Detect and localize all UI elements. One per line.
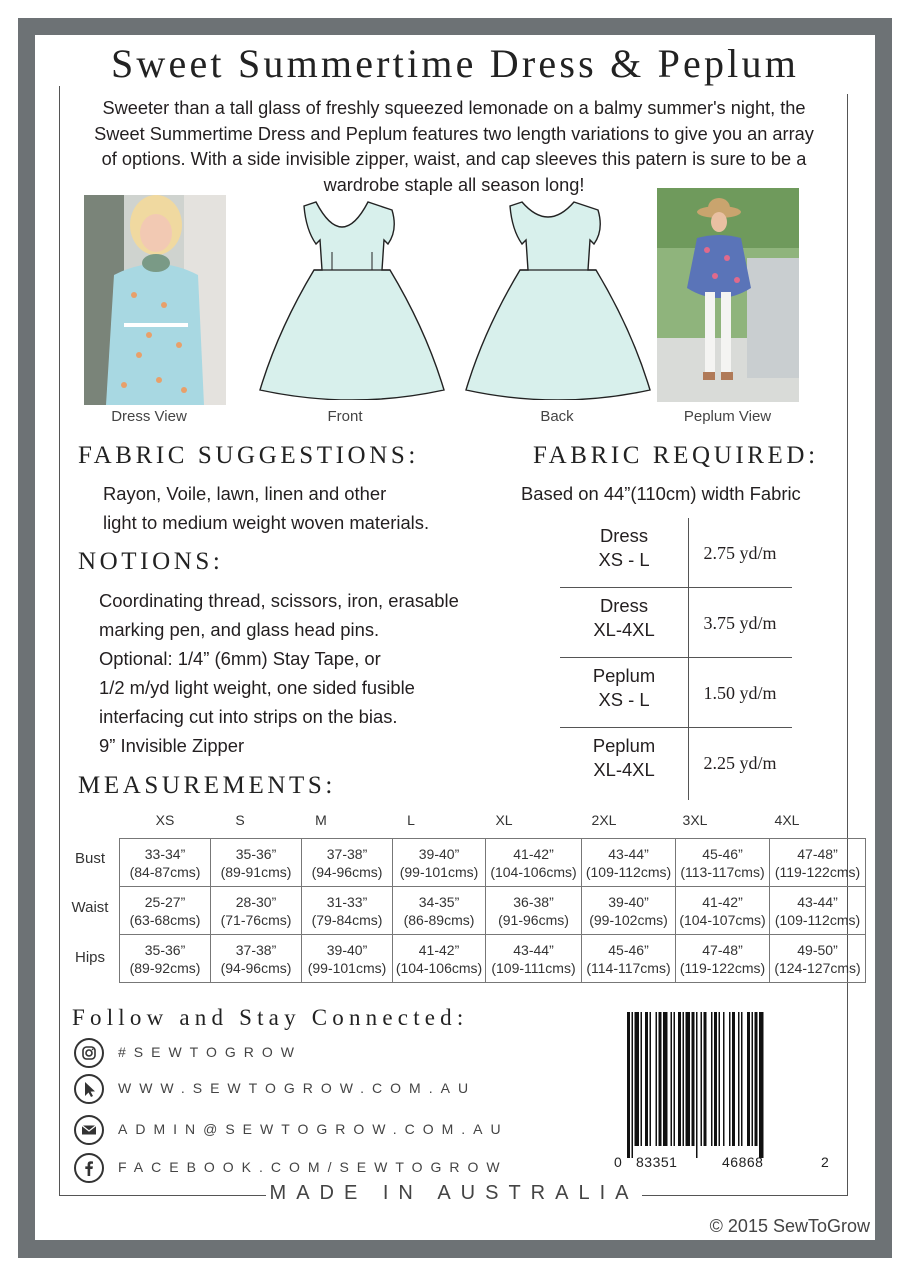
table-cell: 37-38” (94-96cms) [211,935,302,983]
fabric-row-amount: 3.75 yd/m [703,613,777,633]
intro-line: Sweet Summertime Dress and Peplum features two length variations to give you an array [94,123,814,144]
mail-icon [74,1115,104,1145]
table-cell: 28-30” (71-76cms) [211,887,302,935]
dress-view-photo [84,195,226,405]
table-cell: 49-50” (124-127cms) [770,935,866,983]
barcode-bar [696,1012,698,1158]
peplum-view-photo [657,188,799,402]
dress-view-caption: Dress View [111,408,187,425]
table-cell: 39-40” (99-101cms) [393,839,486,887]
row-label-hips: Hips [74,949,105,966]
size-header: XL [495,812,513,828]
table-cell: 35-36” (89-91cms) [211,839,302,887]
barcode-bar [692,1012,695,1146]
intro-line: Sweeter than a tall glass of freshly squeezed lemonade on a balmy summer's night, the [102,98,806,118]
barcode-bar [671,1012,673,1146]
barcode-bar [641,1012,643,1146]
notions-line: Coordinating thread, scissors, iron, erasable [99,590,459,611]
table-cell: 45-46” (113-117cms) [676,839,770,887]
fabric-suggestion-line: Rayon, Voile, lawn, linen and other [103,483,387,504]
fabric-row-amount: 2.25 yd/m [703,753,777,773]
fabric-row-name: Dress XL-4XL [593,595,655,640]
notions-line: interfacing cut into strips on the bias. [99,706,398,727]
size-header: M [315,812,327,828]
table-cell: 43-44” (109-112cms) [770,887,866,935]
size-header: 4XL [774,812,800,828]
barcode-bar [747,1012,750,1146]
facebook-link[interactable]: FACEBOOK.COM/SEWTOGROW [118,1159,508,1175]
barcode-bar [755,1012,758,1146]
fabric-row [560,658,792,728]
barcode-bar [701,1012,703,1146]
table-cell: 43-44” (109-111cms) [486,935,582,983]
table-row [120,839,866,887]
table-cell: 34-35” (86-89cms) [393,887,486,935]
barcode-bar [627,1012,630,1158]
fabric-row-name: Dress XS - L [598,525,650,570]
cursor-icon [74,1074,104,1104]
fabric-required-heading: FABRIC REQUIRED: [533,442,819,469]
made-in-text: MADE IN AUSTRALIA [60,1182,848,1205]
fabric-row [560,588,792,658]
barcode-bar [711,1012,713,1146]
back-drawing [462,200,654,400]
website-link[interactable]: WWW.SEWTOGROW.COM.AU [118,1080,477,1096]
follow-heading: Follow and Stay Connected: [72,1005,469,1030]
barcode-bar [759,1012,764,1158]
table-cell: 31-33” (79-84cms) [302,887,393,935]
size-header: 3XL [682,812,708,828]
fabric-required-subheading: Based on 44”(110cm) width Fabric [521,483,801,504]
back-caption: Back [540,408,574,425]
table-cell: 39-40” (99-101cms) [302,935,393,983]
barcode-bar [752,1012,754,1146]
measurements-heading: MEASUREMENTS: [78,772,336,799]
fabric-row-name: Peplum XS - L [592,665,656,710]
barcode-bar [656,1012,658,1146]
notions-heading: NOTIONS: [78,548,224,575]
size-header: 2XL [591,812,617,828]
barcode-bar [686,1012,691,1146]
fabric-suggestions-text [103,479,429,537]
barcode-bar [704,1012,707,1146]
table-cell: 35-36” (89-92cms) [120,935,211,983]
table-row [120,887,866,935]
table-cell: 36-38” (91-96cms) [486,887,582,935]
barcode-bar [663,1012,668,1146]
barcode-bar [719,1012,721,1146]
barcode-digit-lead: 0 [614,1154,623,1170]
page-title: Sweet Summertime Dress & Peplum [110,41,800,86]
table-cell: 39-40” (99-102cms) [582,887,676,935]
barcode-bar [732,1012,735,1146]
fabric-row [560,518,792,588]
measurements-table [119,838,866,983]
barcode-bar [635,1012,640,1146]
table-cell: 41-42” (104-107cms) [676,887,770,935]
front-caption: Front [327,408,363,425]
notions-line: Optional: 1/4” (6mm) Stay Tape, or [99,648,381,669]
peplum-view-caption: Peplum View [683,408,772,425]
size-header: XS [155,812,175,828]
barcode-bar [738,1012,740,1146]
table-cell: 45-46” (114-117cms) [582,935,676,983]
barcode-bar [683,1012,685,1146]
email-link[interactable]: ADMIN@SEWTOGROW.COM.AU [118,1121,509,1137]
table-cell: 43-44” (109-112cms) [582,839,676,887]
barcode-bar [723,1012,725,1146]
table-cell: 33-34” (84-87cms) [120,839,211,887]
front-drawing [256,200,448,400]
barcode-bar [659,1012,662,1146]
table-cell: 41-42” (104-106cms) [393,935,486,983]
instagram-handle[interactable]: #SEWTOGROW [118,1044,302,1060]
intro-paragraph [68,96,840,198]
size-header: S [235,812,245,828]
barcode-bar [674,1012,676,1146]
facebook-icon [74,1153,104,1183]
fabric-row [560,728,792,798]
row-label-waist: Waist [71,899,109,916]
barcode-digits-right: 46868 [722,1154,764,1170]
fabric-suggestions-heading: FABRIC SUGGESTIONS: [78,442,419,469]
barcode-bar [714,1012,717,1146]
copyright: © 2015 SewToGrow [709,1216,870,1236]
intro-line: wardrobe staple all season long! [323,174,585,195]
barcode-bar [645,1012,648,1146]
size-header: L [407,812,415,828]
barcode-bar [741,1012,743,1146]
notions-line: marking pen, and glass head pins. [99,619,380,640]
barcode-bar [678,1012,681,1146]
notions-line: 9” Invisible Zipper [99,735,245,756]
fabric-row-amount: 2.75 yd/m [703,543,777,563]
table-row [120,935,866,983]
barcode-digits-left: 83351 [636,1154,678,1170]
table-cell: 37-38” (94-96cms) [302,839,393,887]
fabric-row-amount: 1.50 yd/m [703,683,777,703]
intro-line: of options. With a side invisible zipper, waist, and cap sleeves this patern is sure to be a [101,149,807,169]
barcode [623,1012,813,1158]
row-label-bust: Bust [74,850,105,867]
table-cell: 47-48” (119-122cms) [676,935,770,983]
fabric-row-name: Peplum XL-4XL [592,735,656,780]
barcode-bar [632,1012,634,1158]
notions-text [99,586,459,760]
made-in-footer [60,1182,848,1212]
table-cell: 47-48” (119-122cms) [770,839,866,887]
barcode-digit-check: 2 [821,1154,830,1170]
notions-line: 1/2 m/yd light weight, one sided fusible [99,677,415,698]
instagram-icon [74,1038,104,1068]
barcode-bar [650,1012,652,1146]
fabric-suggestion-line: light to medium weight woven materials. [103,512,430,533]
barcode-bar [729,1012,731,1146]
table-cell: 41-42” (104-106cms) [486,839,582,887]
table-cell: 25-27” (63-68cms) [120,887,211,935]
